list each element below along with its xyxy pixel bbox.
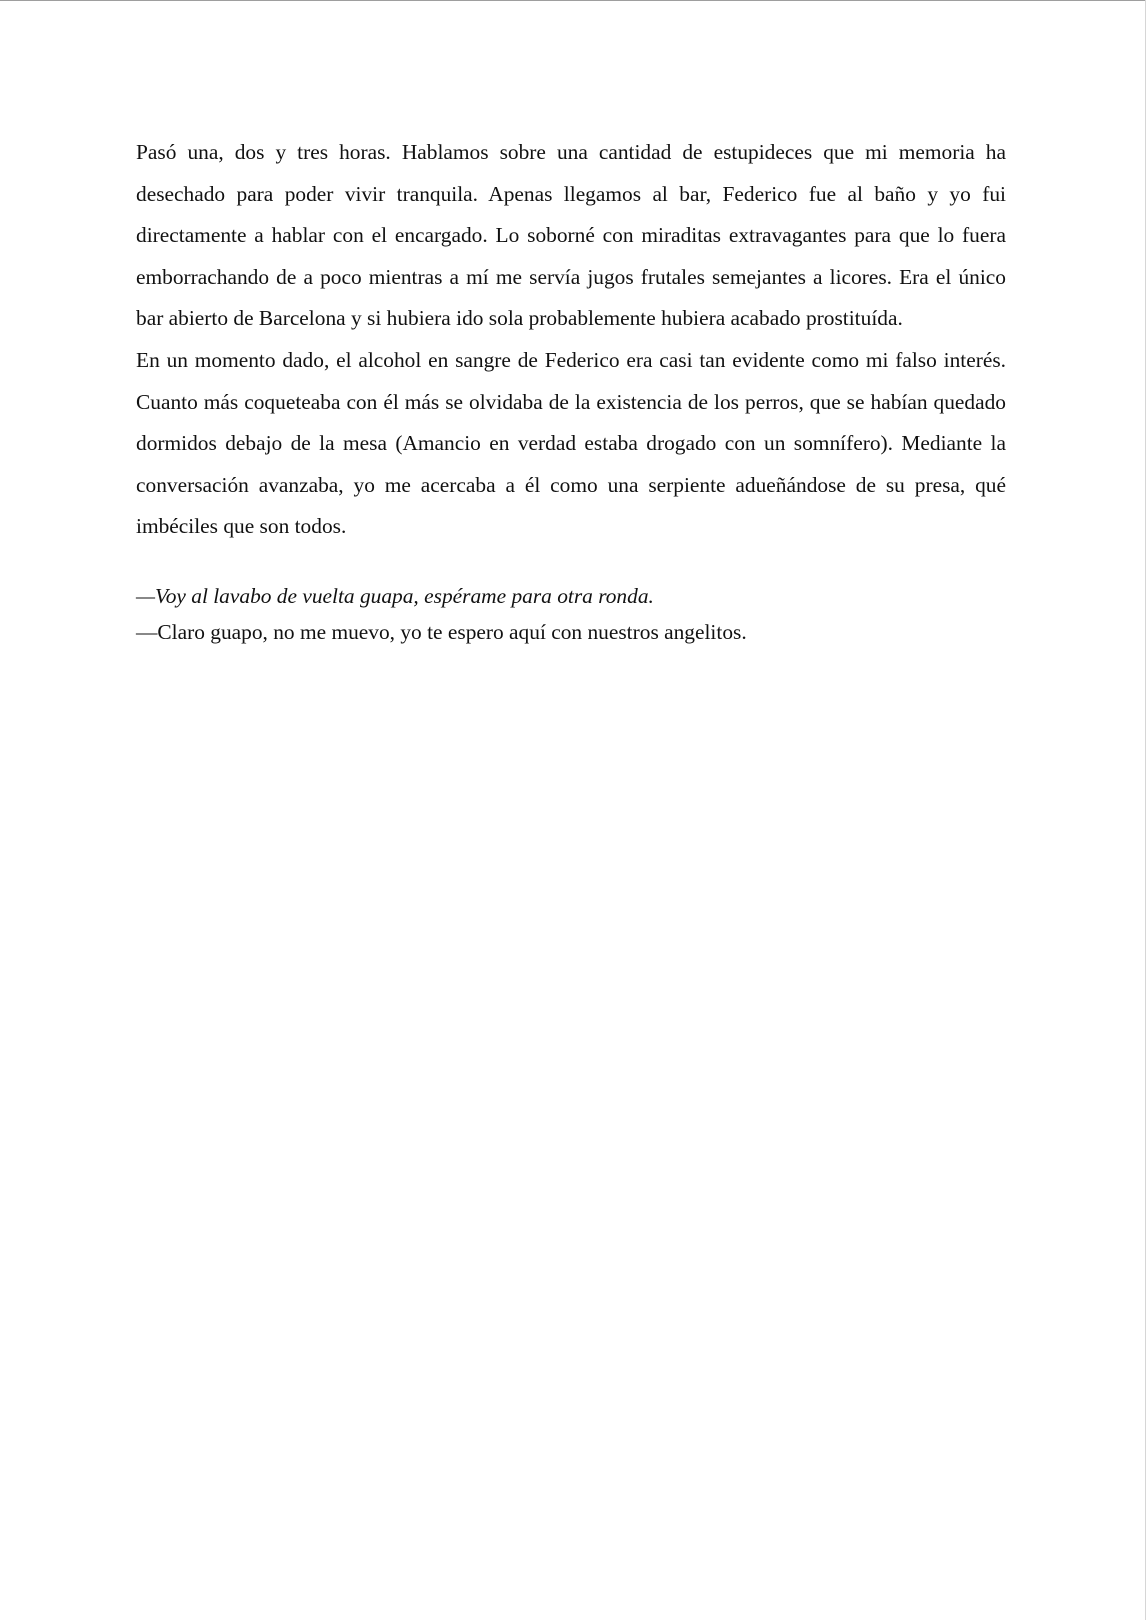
paragraph-federico-drunk: En un momento dado, el alcohol en sangre de Federico era casi tan evidente como mi falso interés. Cuanto más coqueteaba con él más se olvidaba de la existencia de los perros, que se habían quedado dormidos debajo de la mesa (Amancio en verdad estaba drogado con un somnífero). Mediante la conversación avanzaba, yo me acercaba a él como una serpiente adueñándose de su presa, qué imbéciles que son todos. — [136, 347, 1006, 539]
dialogue-line-narrator: —Claro guapo, no me muevo, yo te espero aquí con nuestros angelitos. — [136, 619, 747, 644]
document-page — [136, 132, 1006, 650]
paragraph-bar-scene: Pasó una, dos y tres horas. Hablamos sobre una cantidad de estupideces que mi memoria ha desechado para poder vivir tranquila. Apenas llegamos al bar, Federico fue al baño y yo fui directamente a hablar con el encargado. Lo soborné con miraditas extravagantes para que lo fuera emborrachando de a poco mientras a mí me servía jugos frutales semejantes a licores. Era el único bar abierto de Barcelona y si hubiera ido sola probablemente hubiera acabado prostituída. — [136, 140, 1006, 331]
dialogue-block — [136, 578, 1006, 650]
dialogue-line-federico: —Voy al lavabo de vuelta guapa, espérame para otra ronda. — [136, 583, 654, 608]
page-top-border — [0, 0, 1146, 1]
